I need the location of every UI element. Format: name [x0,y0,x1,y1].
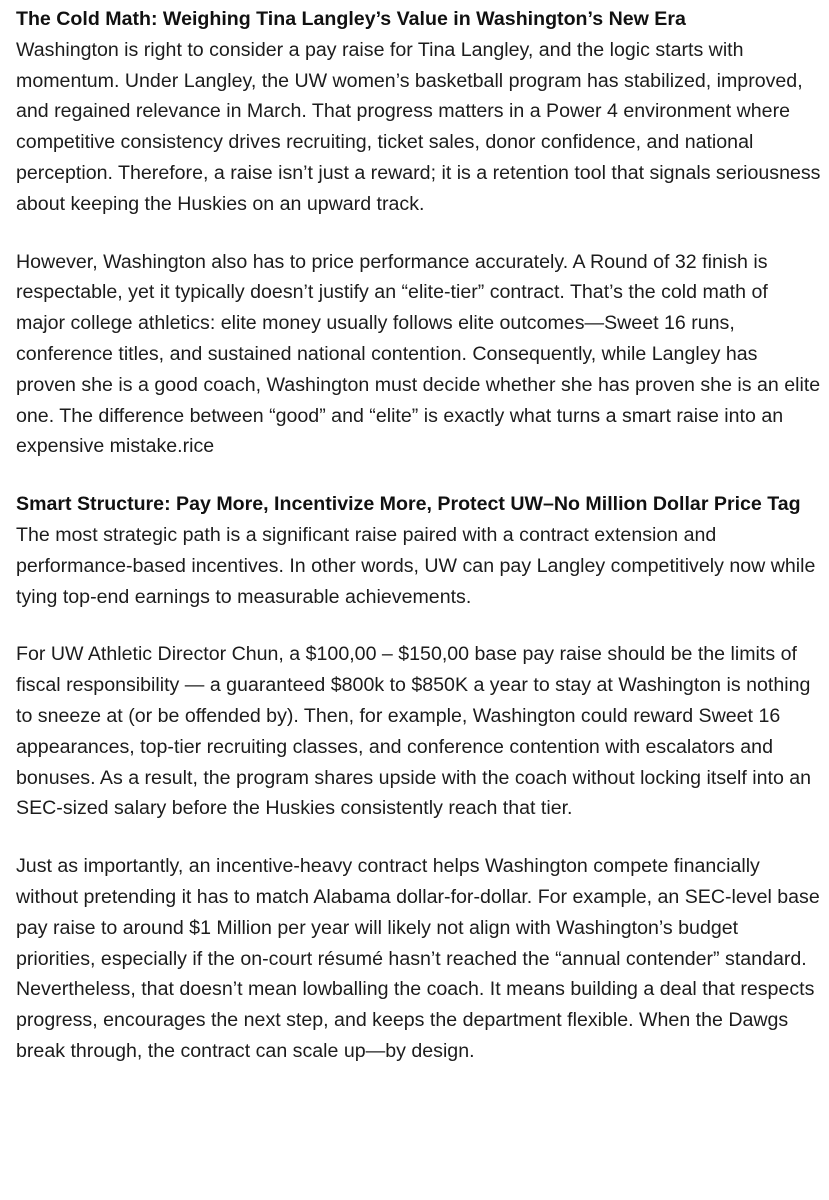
article-paragraph: Just as importantly, an incentive-heavy contract helps Washington compete financially without pretending it has to match Alabama dollar-for-dollar. For example, an SEC-level base pay raise to around $1 Million per year will likely not align with Washington’s budget priorities, especially if the on-court résumé hasn’t reached the “annual contender” standard. Nevertheless, that doesn’t mean lowballing the coach. It means building a deal that respects progress, encourages the next step, and keeps the department flexible. When the Dawgs break through, the contract can scale up—by design. [16,855,820,1062]
article-paragraph: Washington is right to consider a pay raise for Tina Langley, and the logic starts with momentum. Under Langley, the UW women’s basketball program has stabilized, improved, and regained relevance in March. That progress matters in a Power 4 environment where competitive consistency drives recruiting, ticket sales, donor confidence, and national perception. Therefore, a raise isn’t just a reward; it is a retention tool that signals seriousness about keeping the Huskies on an upward track. [16,38,821,215]
article-paragraph: However, Washington also has to price performance accurately. A Round of 32 finish is respectable, yet it typically doesn’t justify an “elite-tier” contract. That’s the cold math of major college athletics: elite money usually follows elite outcomes—Sweet 16 runs, conference titles, and sustained national contention. Consequently, while Langley has proven she is a good coach, Washington must decide whether she has proven she is an elite one. The difference between “good” and “elite” is exactly what turns a smart raise into an expensive mistake.rice [16,250,821,458]
article-paragraph: For UW Athletic Director Chun, a $100,00 – $150,00 base pay raise should be the limits of fiscal responsibility — a guaranteed $800k to $850K a year to stay at Washington is nothing to sneeze at (or be offended by). Then, for example, Washington could reward Sweet 16 appearances, top-tier recruiting classes, and conference contention with escalators and bonuses. As a result, the program shares upside with the coach without locking itself into an SEC-sized salary before the Huskies consistently reach that tier. [16,643,812,820]
article-body [16,4,822,1094]
article-paragraph: The most strategic path is a significant raise paired with a contract extension and performance-based incentives. In other words, UW can pay Langley competitively now while tying top-end earnings to measurable achievements. [16,523,816,608]
section-heading: The Cold Math: Weighing Tina Langley’s Value in Washington’s New Era [16,8,686,30]
section-heading: Smart Structure: Pay More, Incentivize More, Protect UW–No Million Dollar Price Tag [16,493,801,516]
section-smart-structure [16,489,822,1067]
section-cold-math [16,4,822,462]
